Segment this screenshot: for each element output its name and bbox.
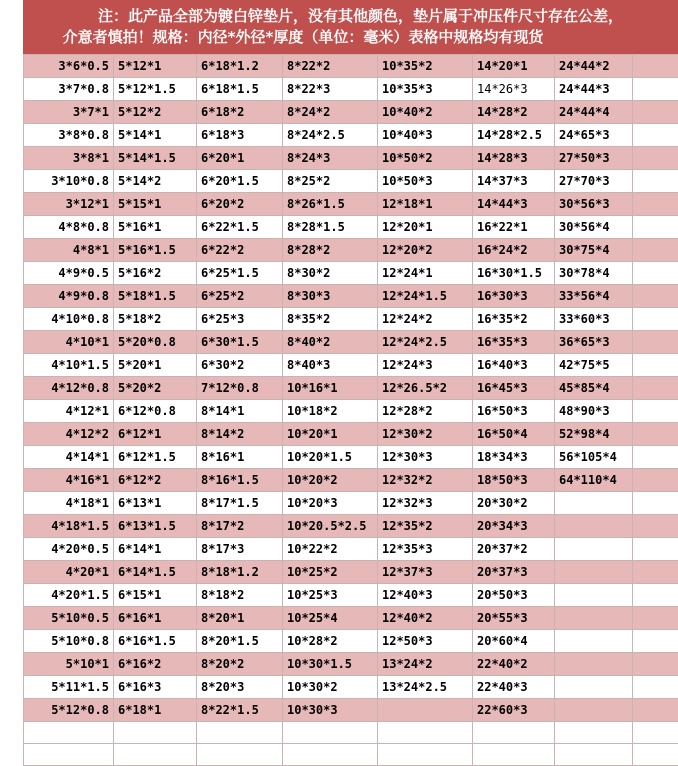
table-cell[interactable] [555,607,633,630]
table-cell[interactable]: 12*35*2 [378,515,473,538]
table-cell[interactable]: 5*20*0.8 [114,331,197,354]
table-cell[interactable]: 8*20*1 [197,607,283,630]
table-cell[interactable]: 4*8*0.8 [24,216,114,239]
table-cell[interactable] [24,744,114,766]
table-row [24,239,678,262]
table-cell[interactable] [555,538,633,561]
table-cell[interactable]: 16*22*1 [473,216,555,239]
table-cell[interactable]: 18*34*3 [473,446,555,469]
table-row [24,446,678,469]
table-cell[interactable] [473,722,555,744]
table-cell[interactable]: 6*25*2 [197,285,283,308]
table-cell[interactable]: 16*50*3 [473,400,555,423]
table-cell[interactable]: 8*16*1.5 [197,469,283,492]
table-cell[interactable]: 8*24*2.5 [283,124,378,147]
table-cell[interactable]: 5*20*2 [114,377,197,400]
table-cell[interactable]: 10*18*2 [283,400,378,423]
notice-banner [23,0,678,54]
table-cell[interactable]: 3*8*0.8 [24,124,114,147]
table-cell[interactable] [555,699,633,722]
table-cell[interactable] [555,653,633,676]
table-cell[interactable] [197,722,283,744]
table-cell[interactable]: 8*14*1 [197,400,283,423]
table-cell[interactable]: 12*24*2 [378,308,473,331]
table-cell[interactable] [24,722,114,744]
table-row [24,101,678,124]
table-cell[interactable]: 14*28*2.5 [473,124,555,147]
table-cell[interactable]: 5*14*1.5 [114,147,197,170]
table-cell[interactable]: 45*85*4 [555,377,633,400]
table-cell[interactable]: 4*12*1 [24,400,114,423]
table-cell[interactable] [114,744,197,766]
table-cell[interactable] [633,699,678,722]
table-cell[interactable]: 6*12*2 [114,469,197,492]
table-cell[interactable]: 8*25*2 [283,170,378,193]
table-cell[interactable] [555,515,633,538]
table-cell[interactable]: 5*10*0.8 [24,630,114,653]
table-cell[interactable]: 6*13*1.5 [114,515,197,538]
table-cell[interactable]: 22*40*2 [473,653,555,676]
table-cell[interactable]: 10*35*3 [378,78,473,101]
table-row [24,216,678,239]
table-cell[interactable]: 8*20*2 [197,653,283,676]
table-cell[interactable]: 6*22*1.5 [197,216,283,239]
table-row [24,584,678,607]
table-cell[interactable]: 52*98*4 [555,423,633,446]
table-cell[interactable] [633,446,678,469]
table-cell[interactable] [555,722,633,744]
table-cell[interactable]: 5*14*1 [114,124,197,147]
table-cell[interactable] [378,699,473,722]
table-cell[interactable]: 6*14*1 [114,538,197,561]
table-cell[interactable]: 12*24*3 [378,354,473,377]
table-cell[interactable]: 64*110*4 [555,469,633,492]
table-cell[interactable]: 8*26*1.5 [283,193,378,216]
table-cell[interactable]: 30*56*3 [555,193,633,216]
table-cell[interactable]: 5*18*1.5 [114,285,197,308]
table-row [24,561,678,584]
table-cell[interactable]: 4*20*1.5 [24,584,114,607]
table-cell[interactable] [633,147,678,170]
table-cell[interactable]: 10*16*1 [283,377,378,400]
table-cell[interactable]: 8*17*2 [197,515,283,538]
table-cell[interactable]: 24*44*3 [555,78,633,101]
table-cell[interactable]: 24*44*4 [555,101,633,124]
table-cell[interactable]: 10*20*3 [283,492,378,515]
table-row [24,308,678,331]
table-cell[interactable]: 3*8*1 [24,147,114,170]
table-cell[interactable]: 33*56*4 [555,285,633,308]
table-cell[interactable]: 10*40*2 [378,101,473,124]
table-cell[interactable]: 12*32*2 [378,469,473,492]
table-cell[interactable]: 14*44*3 [473,193,555,216]
table-cell[interactable]: 13*24*2 [378,653,473,676]
table-cell[interactable] [633,607,678,630]
table-cell[interactable]: 5*12*2 [114,101,197,124]
table-cell[interactable] [633,285,678,308]
table-cell[interactable] [633,78,678,101]
table-cell[interactable]: 10*40*3 [378,124,473,147]
table-cell[interactable] [473,744,555,766]
table-cell[interactable]: 5*20*1 [114,354,197,377]
table-cell[interactable]: 12*40*2 [378,607,473,630]
table-cell[interactable]: 4*9*0.8 [24,285,114,308]
table-cell[interactable] [633,584,678,607]
table-cell[interactable]: 16*50*4 [473,423,555,446]
table-row [24,676,678,699]
table-cell[interactable]: 10*20*1.5 [283,446,378,469]
table-cell[interactable]: 10*25*2 [283,561,378,584]
table-cell[interactable]: 20*37*2 [473,538,555,561]
table-cell[interactable]: 8*18*1.2 [197,561,283,584]
table-cell[interactable]: 5*14*2 [114,170,197,193]
table-cell[interactable]: 5*16*2 [114,262,197,285]
table-cell[interactable]: 33*60*3 [555,308,633,331]
table-cell[interactable] [633,676,678,699]
table-cell[interactable]: 5*11*1.5 [24,676,114,699]
table-cell[interactable]: 5*10*0.5 [24,607,114,630]
table-cell[interactable] [378,722,473,744]
table-cell[interactable]: 4*20*0.5 [24,538,114,561]
table-cell[interactable] [633,744,678,766]
table-cell[interactable]: 12*35*3 [378,538,473,561]
table-cell[interactable] [633,423,678,446]
table-cell[interactable] [555,676,633,699]
table-cell[interactable]: 30*78*4 [555,262,633,285]
table-cell[interactable]: 12*24*1.5 [378,285,473,308]
table-cell[interactable]: 8*17*1.5 [197,492,283,515]
table-cell[interactable] [283,744,378,766]
notice-line-1: 注：此产品全部为镀白锌垫片，没有其他颜色，垫片属于冲压件尺寸存在公差， [23,6,678,27]
table-cell[interactable] [633,400,678,423]
table-cell[interactable]: 12*24*2.5 [378,331,473,354]
table-row [24,78,678,101]
table-cell[interactable]: 20*60*4 [473,630,555,653]
table-cell[interactable]: 4*10*1.5 [24,354,114,377]
table-cell[interactable]: 14*28*2 [473,101,555,124]
table-row [24,515,678,538]
table-cell[interactable] [633,469,678,492]
table-cell[interactable] [633,653,678,676]
table-cell[interactable]: 12*20*1 [378,216,473,239]
table-cell[interactable] [555,744,633,766]
table-cell[interactable] [197,744,283,766]
table-cell[interactable]: 10*20*2 [283,469,378,492]
table-cell[interactable]: 6*15*1 [114,584,197,607]
table-cell[interactable]: 12*24*1 [378,262,473,285]
table-cell[interactable]: 22*40*3 [473,676,555,699]
table-cell[interactable]: 6*12*1 [114,423,197,446]
table-cell[interactable] [555,630,633,653]
table-cell[interactable]: 6*25*1.5 [197,262,283,285]
table-cell[interactable]: 4*12*0.8 [24,377,114,400]
table-cell[interactable]: 4*14*1 [24,446,114,469]
table-cell[interactable] [633,331,678,354]
table-cell[interactable]: 4*12*2 [24,423,114,446]
table-row [24,722,678,744]
table-cell[interactable]: 6*25*3 [197,308,283,331]
table-cell[interactable]: 20*34*3 [473,515,555,538]
table-row [24,653,678,676]
table-cell[interactable]: 5*12*1 [114,55,197,78]
table-cell[interactable]: 10*28*2 [283,630,378,653]
table-cell[interactable]: 7*12*0.8 [197,377,283,400]
table-cell[interactable]: 6*16*1 [114,607,197,630]
table-cell[interactable]: 12*37*3 [378,561,473,584]
table-cell[interactable]: 8*28*1.5 [283,216,378,239]
table-cell[interactable]: 12*40*3 [378,584,473,607]
table-cell[interactable]: 27*50*3 [555,147,633,170]
table-cell[interactable] [633,377,678,400]
table-cell[interactable]: 4*18*1.5 [24,515,114,538]
table-cell[interactable]: 10*20*1 [283,423,378,446]
table-row [24,423,678,446]
table-cell[interactable] [633,216,678,239]
table-cell[interactable]: 12*20*2 [378,239,473,262]
table-cell[interactable] [633,308,678,331]
table-cell[interactable]: 14*26*3 [473,78,555,101]
table-cell[interactable]: 30*75*4 [555,239,633,262]
table-cell[interactable]: 12*30*3 [378,446,473,469]
table-cell[interactable]: 6*13*1 [114,492,197,515]
table-cell[interactable]: 6*20*1.5 [197,170,283,193]
table-cell[interactable] [555,492,633,515]
table-cell[interactable]: 6*12*1.5 [114,446,197,469]
table-row [24,147,678,170]
table-cell[interactable] [633,55,678,78]
table-cell[interactable]: 6*22*2 [197,239,283,262]
table-cell[interactable]: 16*24*2 [473,239,555,262]
table-cell[interactable]: 3*10*0.8 [24,170,114,193]
table-cell[interactable] [633,262,678,285]
table-cell[interactable]: 8*20*3 [197,676,283,699]
table-cell[interactable]: 18*50*3 [473,469,555,492]
table-cell[interactable]: 5*18*2 [114,308,197,331]
table-cell[interactable]: 48*90*3 [555,400,633,423]
table-cell[interactable]: 20*55*3 [473,607,555,630]
table-cell[interactable] [555,561,633,584]
table-cell[interactable]: 8*28*2 [283,239,378,262]
table-cell[interactable] [633,492,678,515]
table-cell[interactable]: 42*75*5 [555,354,633,377]
table-cell[interactable]: 27*70*3 [555,170,633,193]
table-cell[interactable]: 6*30*1.5 [197,331,283,354]
table-cell[interactable]: 8*18*2 [197,584,283,607]
table-cell[interactable]: 6*18*1.2 [197,55,283,78]
table-cell[interactable]: 8*17*3 [197,538,283,561]
table-cell[interactable] [633,515,678,538]
table-cell[interactable]: 10*50*3 [378,170,473,193]
table-row [24,400,678,423]
table-cell[interactable]: 56*105*4 [555,446,633,469]
table-cell[interactable]: 10*30*1.5 [283,653,378,676]
table-cell[interactable]: 5*12*1.5 [114,78,197,101]
table-cell[interactable]: 16*35*2 [473,308,555,331]
table-row [24,469,678,492]
table-row [24,377,678,400]
table-cell[interactable]: 10*35*2 [378,55,473,78]
table-cell[interactable]: 14*28*3 [473,147,555,170]
table-cell[interactable]: 30*56*4 [555,216,633,239]
table-cell[interactable]: 6*30*2 [197,354,283,377]
table-cell[interactable]: 12*32*3 [378,492,473,515]
table-cell[interactable]: 6*20*2 [197,193,283,216]
table-cell[interactable]: 10*30*3 [283,699,378,722]
table-cell[interactable]: 4*20*1 [24,561,114,584]
table-row [24,538,678,561]
table-cell[interactable]: 4*9*0.5 [24,262,114,285]
table-cell[interactable]: 16*35*3 [473,331,555,354]
table-cell[interactable]: 12*18*1 [378,193,473,216]
table-cell[interactable]: 10*50*2 [378,147,473,170]
table-cell[interactable]: 20*50*3 [473,584,555,607]
table-cell[interactable]: 12*28*2 [378,400,473,423]
table-cell[interactable]: 16*30*3 [473,285,555,308]
table-cell[interactable]: 3*7*0.8 [24,78,114,101]
table-cell[interactable]: 3*7*1 [24,101,114,124]
table-cell[interactable] [633,193,678,216]
table-cell[interactable]: 8*22*2 [283,55,378,78]
table-cell[interactable]: 8*14*2 [197,423,283,446]
table-cell[interactable]: 20*37*3 [473,561,555,584]
notice-line-2: 介意者慎拍！规格：内径*外径*厚度（单位：毫米）表格中规格均有现货 [23,27,678,48]
table-cell[interactable]: 5*16*1 [114,216,197,239]
table-cell[interactable]: 8*22*1.5 [197,699,283,722]
table-cell[interactable]: 8*40*2 [283,331,378,354]
table-cell[interactable]: 4*10*0.8 [24,308,114,331]
table-cell[interactable]: 13*24*2.5 [378,676,473,699]
table-cell[interactable]: 8*16*1 [197,446,283,469]
table-row [24,124,678,147]
table-cell[interactable] [378,744,473,766]
table-cell[interactable]: 12*30*2 [378,423,473,446]
table-row [24,630,678,653]
table-cell[interactable]: 14*20*1 [473,55,555,78]
table-cell[interactable]: 8*40*3 [283,354,378,377]
table-cell[interactable]: 24*44*2 [555,55,633,78]
table-cell[interactable]: 4*16*1 [24,469,114,492]
table-cell[interactable] [555,584,633,607]
table-cell[interactable]: 24*65*3 [555,124,633,147]
table-cell[interactable]: 16*40*3 [473,354,555,377]
table-cell[interactable] [633,630,678,653]
table-cell[interactable]: 20*30*2 [473,492,555,515]
table-cell[interactable] [633,354,678,377]
table-cell[interactable]: 5*16*1.5 [114,239,197,262]
table-cell[interactable] [633,101,678,124]
table-cell[interactable]: 16*45*3 [473,377,555,400]
table-cell[interactable]: 6*12*0.8 [114,400,197,423]
table-cell[interactable]: 5*12*0.8 [24,699,114,722]
table-cell[interactable]: 6*18*2 [197,101,283,124]
table-cell[interactable]: 6*14*1.5 [114,561,197,584]
table-cell[interactable]: 6*18*3 [197,124,283,147]
table-cell[interactable]: 14*37*3 [473,170,555,193]
table-cell[interactable]: 8*24*2 [283,101,378,124]
table-cell[interactable] [633,561,678,584]
table-cell[interactable] [114,722,197,744]
table-cell[interactable]: 8*35*2 [283,308,378,331]
table-cell[interactable] [283,722,378,744]
table-cell[interactable] [633,124,678,147]
table-cell[interactable]: 5*10*1 [24,653,114,676]
table-cell[interactable]: 16*30*1.5 [473,262,555,285]
table-row [24,331,678,354]
table-cell[interactable]: 10*30*2 [283,676,378,699]
table-cell[interactable]: 5*15*1 [114,193,197,216]
table-row [24,492,678,515]
table-cell[interactable]: 8*30*3 [283,285,378,308]
table-row [24,193,678,216]
table-cell[interactable]: 6*20*1 [197,147,283,170]
table-cell[interactable]: 3*12*1 [24,193,114,216]
table-row [24,55,678,78]
table-cell[interactable] [633,239,678,262]
table-cell[interactable]: 8*24*3 [283,147,378,170]
table-cell[interactable]: 10*20.5*2.5 [283,515,378,538]
table-row [24,262,678,285]
table-cell[interactable]: 6*16*1.5 [114,630,197,653]
table-cell[interactable]: 4*10*1 [24,331,114,354]
table-cell[interactable]: 10*25*3 [283,584,378,607]
table-cell[interactable]: 6*18*1.5 [197,78,283,101]
spec-table [23,54,678,766]
table-cell[interactable]: 12*26.5*2 [378,377,473,400]
table-cell[interactable]: 6*16*3 [114,676,197,699]
table-cell[interactable] [633,722,678,744]
table-row [24,170,678,193]
table-cell[interactable] [633,170,678,193]
table-row [24,744,678,766]
table-cell[interactable]: 8*22*3 [283,78,378,101]
table-cell[interactable]: 3*6*0.5 [24,55,114,78]
table-cell[interactable]: 8*20*1.5 [197,630,283,653]
table-row [24,607,678,630]
table-row [24,354,678,377]
table-cell[interactable]: 10*25*4 [283,607,378,630]
table-cell[interactable]: 36*65*3 [555,331,633,354]
table-cell[interactable]: 6*18*1 [114,699,197,722]
table-cell[interactable]: 4*18*1 [24,492,114,515]
table-row [24,285,678,308]
table-cell[interactable]: 4*8*1 [24,239,114,262]
table-cell[interactable]: 22*60*3 [473,699,555,722]
table-cell[interactable]: 12*50*3 [378,630,473,653]
table-cell[interactable]: 8*30*2 [283,262,378,285]
table-cell[interactable]: 10*22*2 [283,538,378,561]
table-cell[interactable]: 6*16*2 [114,653,197,676]
table-row [24,699,678,722]
table-cell[interactable] [633,538,678,561]
